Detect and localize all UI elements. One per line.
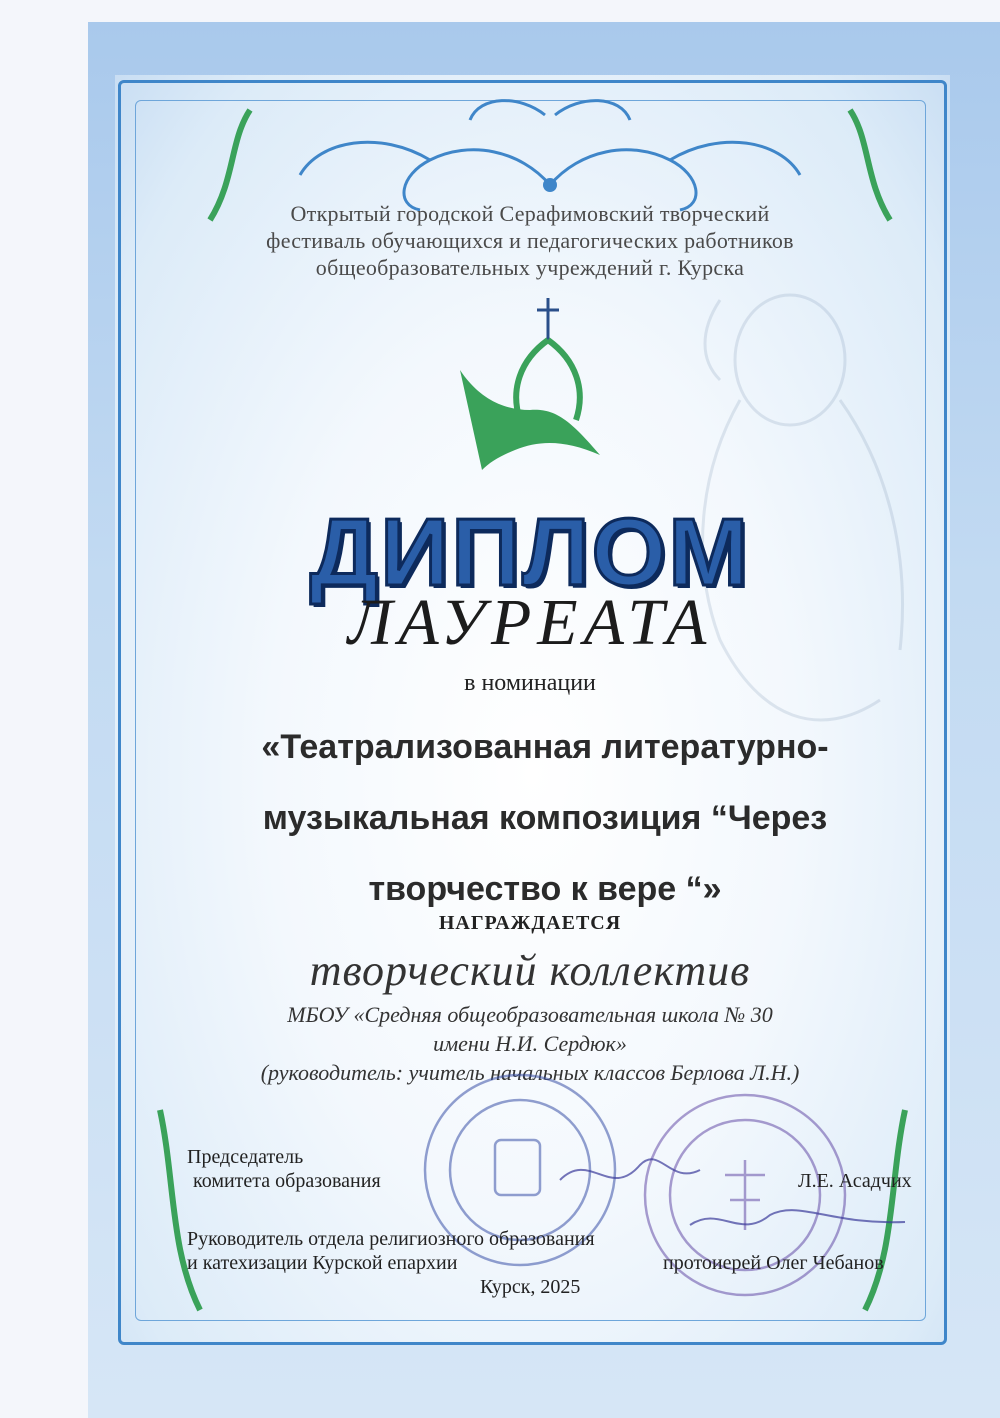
school-line: (руководитель: учитель начальных классов Берлова Л.Н.) xyxy=(260,1060,800,1085)
diploma-title: ДИПЛОМ xyxy=(309,499,751,606)
chair-title-line: Председатель xyxy=(187,1146,304,1168)
diploma-subtitle: ЛАУРЕАТА xyxy=(347,586,713,659)
nomination-line: творчество к вере “» xyxy=(368,870,722,908)
city-year: Курск, 2025 xyxy=(480,1276,581,1298)
chair-title-line: комитета образования xyxy=(193,1170,381,1192)
head-signature xyxy=(690,1210,905,1225)
chair-name: Л.Е. Асадчих xyxy=(798,1170,912,1192)
chair-signature xyxy=(560,1159,700,1180)
festival-line: Открытый городской Серафимовский творческий xyxy=(290,201,770,226)
nomination-line: музыкальная композиция “Через xyxy=(262,799,828,837)
chair-title xyxy=(187,1145,381,1193)
nomination-label: в номинации xyxy=(464,670,596,696)
festival-line: общеобразовательных учреждений г. Курска xyxy=(315,255,745,280)
head-title xyxy=(187,1227,595,1275)
school-line: МБОУ «Средняя общеобразовательная школа № 30 xyxy=(287,1002,773,1027)
school-line: имени Н.И. Сердюк» xyxy=(433,1031,627,1056)
head-title-line: и катехизации Курской епархии xyxy=(187,1252,458,1274)
festival-line: фестиваль обучающихся и педагогических работников xyxy=(266,228,794,253)
nomination-line: «Театрализованная литературно- xyxy=(261,728,829,766)
head-title-line: Руководитель отдела религиозного образования xyxy=(187,1228,595,1250)
awarded-label: НАГРАЖДАЕТСЯ xyxy=(438,912,622,934)
recipient-name: творческий коллектив xyxy=(309,946,751,995)
head-name: протоиерей Олег Чебанов xyxy=(663,1252,884,1274)
